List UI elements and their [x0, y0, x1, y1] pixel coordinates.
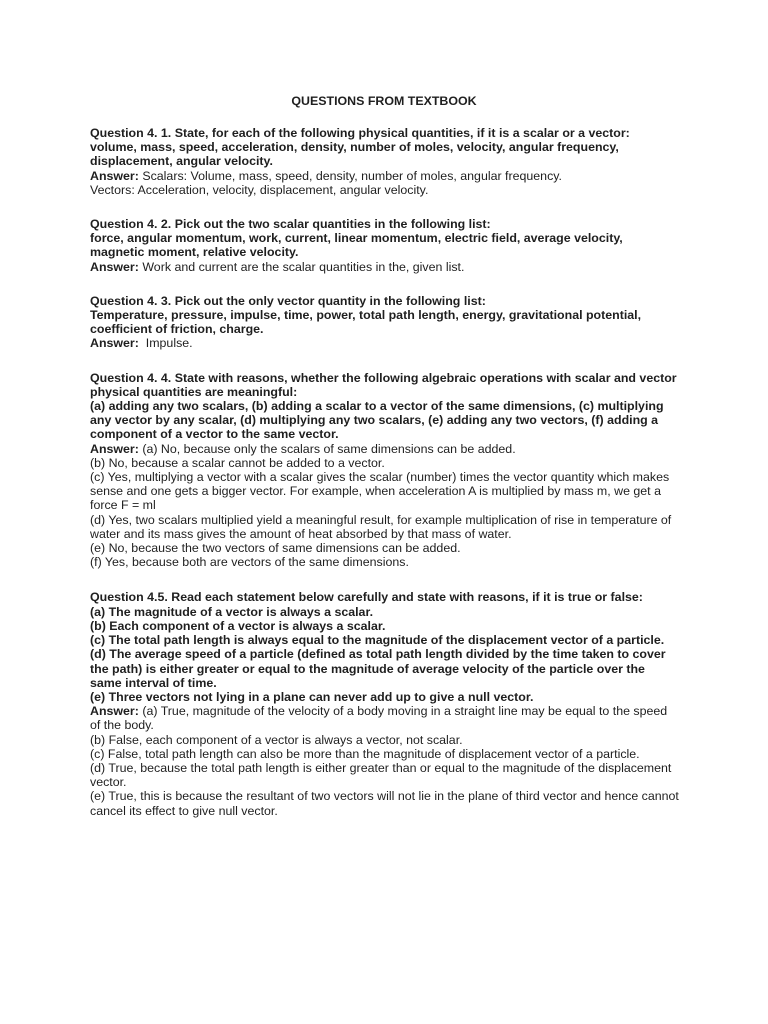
- answer-4-1-line: Vectors: Acceleration, velocity, displacement, angular velocity.: [90, 182, 429, 197]
- answer-4-4-line: (f) Yes, because both are vectors of the same dimensions.: [90, 555, 409, 570]
- answer-label: Answer:: [90, 704, 139, 719]
- question-4-4-detail: (a) adding any two scalars, (b) adding a scalar to a vector of the same dimensions, (c) multiplying any vector by any scalar, (d) multiplying any two scalars, (e) adding any two vectors, (f) adding a component of a vector to the same vector.: [90, 399, 664, 442]
- answer-4-5-line: (e) True, this is because the resultant of two vectors will not lie in the plane of third vector and hence cannot cancel its effect to give null vector.: [90, 789, 679, 818]
- answer-label: Answer:: [90, 336, 139, 351]
- answer-4-2-line: [90, 260, 680, 274]
- answer-4-4-line: (d) Yes, two scalars multiplied yield a meaningful result, for example multiplication of rise in temperature of water and its mass gives the amount of heat absorbed by that mass of water.: [90, 512, 672, 541]
- question-4-1-text: Question 4. 1. State, for each of the following physical quantities, if it is a scalar or a vector: volume, mass, speed, acceleration, density, number of moles, velocity, angular frequency, displacement, angular velocity.: [90, 126, 630, 169]
- answer-4-5-line: (d) True, because the total path length is either greater than or equal to the magnitude of the displacement vector.: [90, 760, 672, 790]
- question-4-2-detail: force, angular momentum, work, current, linear momentum, electric field, average velocity, magnetic moment, relative velocity.: [90, 231, 623, 260]
- statement-item: (e) Three vectors not lying in a plane can never add up to give a null vector.: [90, 689, 534, 704]
- document-body: [90, 126, 680, 838]
- question-4-2-text: Question 4. 2. Pick out the two scalar quantities in the following list:: [90, 217, 491, 232]
- question-4-3-detail: Temperature, pressure, impulse, time, power, total path length, energy, gravitational potential, coefficient of friction, charge.: [90, 308, 642, 337]
- answer-label: Answer:: [90, 441, 139, 456]
- answer-4-4-line: [90, 442, 680, 456]
- question-block-4-2: [90, 217, 680, 274]
- question-4-4-text: Question 4. 4. State with reasons, whether the following algebraic operations with scalar and vector physical quantities are meaningful:: [90, 370, 677, 399]
- answer-4-4-line: (e) No, because the two vectors of same dimensions can be added.: [90, 541, 461, 556]
- answer-4-4-line: (b) No, because a scalar cannot be added to a vector.: [90, 455, 385, 470]
- answer-4-4-line: (c) Yes, multiplying a vector with a scalar gives the scalar (number) times the vector quantity which makes sense and one gets a bigger vector. For example, when acceleration A is multiplied by mass m, we get a force F = ml: [90, 470, 670, 513]
- answer-text: (a) No, because only the scalars of same dimensions can be added.: [138, 441, 516, 456]
- answer-text: (a) True, magnitude of the velocity of a body moving in a straight line may be equal to the speed of the body.: [90, 704, 668, 733]
- answer-label: Answer:: [90, 259, 139, 274]
- statement-item: (a) The magnitude of a vector is always a scalar.: [90, 604, 374, 619]
- answer-4-1-line: [90, 169, 680, 183]
- statement-item: (b) Each component of a vector is always a scalar.: [90, 618, 386, 633]
- statement-item: (d) The average speed of a particle (defined as total path length divided by the time taken to cover the path) is either greater or equal to the magnitude of average velocity of the particle over the same interval of time.: [90, 647, 666, 690]
- question-block-4-1: [90, 126, 680, 197]
- question-4-5-text: Question 4.5. Read each statement below carefully and state with reasons, if it is true or false:: [90, 590, 643, 605]
- answer-text: Impulse.: [138, 336, 193, 351]
- page-title: QUESTIONS FROM TEXTBOOK: [291, 94, 477, 108]
- answer-label: Answer:: [90, 168, 139, 183]
- answer-text: Work and current are the scalar quantities in the, given list.: [138, 259, 465, 274]
- question-block-4-4: [90, 371, 680, 570]
- answer-4-5-line: [90, 704, 680, 732]
- answer-4-5-line: (b) False, each component of a vector is always a vector, not scalar.: [90, 732, 463, 747]
- question-4-3-text: Question 4. 3. Pick out the only vector quantity in the following list:: [90, 293, 486, 308]
- answer-4-3-line: [90, 336, 680, 350]
- answer-4-5-line: (c) False, total path length can also be more than the magnitude of displacement vector of a particle.: [90, 746, 640, 761]
- question-block-4-3: [90, 294, 680, 351]
- question-block-4-5: [90, 590, 680, 817]
- statement-item: (c) The total path length is always equal to the magnitude of the displacement vector of a particle.: [90, 633, 665, 648]
- answer-text: Scalars: Volume, mass, speed, density, number of moles, angular frequency.: [138, 168, 562, 183]
